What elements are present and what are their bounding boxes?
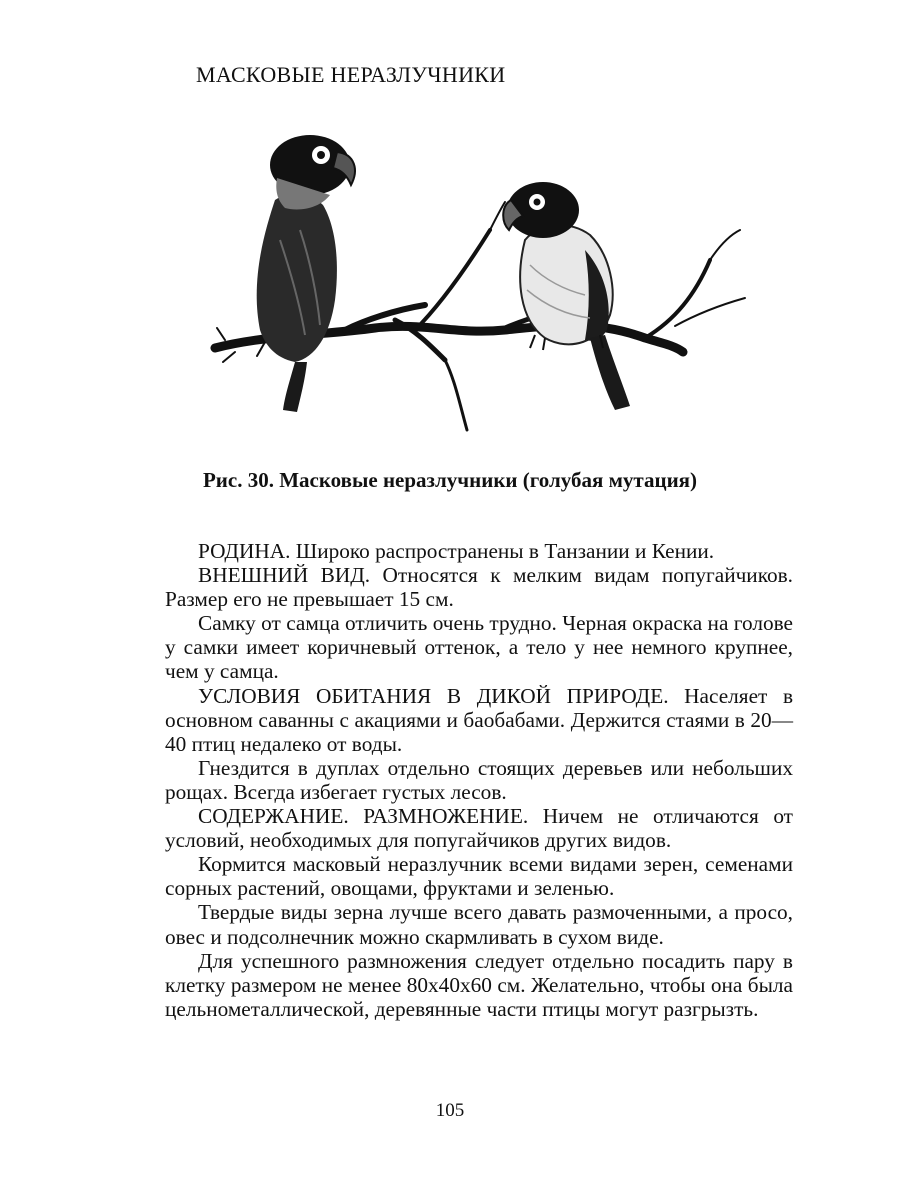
paragraph: Твердые виды зерна лучше всего давать размоченными, а просо, овес и подсолнечник можно скармливать в сухом виде.: [165, 900, 793, 949]
paragraph: УСЛОВИЯ ОБИТАНИЯ В ДИКОЙ ПРИРОДЕ. Населяет в основном саванны с акациями и баобабами. Держится стаями в 20—40 птиц недалеко от воды.: [165, 683, 793, 756]
lovebirds-illustration: [205, 130, 765, 440]
figure-caption: Рис. 30. Масковые неразлучники (голубая мутация): [202, 468, 698, 492]
paragraph: Для успешного размножения следует отдельно посадить пару в клетку размером не менее 80х40х60 см. Желательно, чтобы она была цельнометаллической, деревянные части птицы могут разгрызть.: [165, 948, 793, 1021]
right-lovebird-drawing: [503, 182, 630, 410]
left-lovebird-drawing: [257, 135, 355, 412]
running-header: МАСКОВЫЕ НЕРАЗЛУЧНИКИ: [196, 62, 506, 87]
page-number: 105: [435, 1100, 465, 1121]
paragraph: ВНЕШНИЙ ВИД. Относятся к мелким видам попугайчиков. Размер его не превышает 15 см.: [165, 563, 793, 612]
paragraph: Кормится масковый неразлучник всеми видами зерен, семенами сорных растений, овощами, фруктами и зеленью.: [165, 852, 793, 901]
paragraph: Самку от самца отличить очень трудно. Черная окраска на голове у самки имеет коричневый оттенок, а тело у нее немного крупнее, чем у самца.: [165, 611, 793, 684]
paragraph: РОДИНА. Широко распространены в Танзании и Кении.: [198, 539, 715, 563]
article-body: [165, 539, 793, 1021]
paragraph: СОДЕРЖАНИЕ. РАЗМНОЖЕНИЕ. Ничем не отличаются от условий, необходимых для попугайчиков других видов.: [165, 804, 793, 853]
paragraph: Гнездится в дуплах отдельно стоящих деревьев или небольших рощах. Всегда избегает густых лесов.: [165, 755, 793, 804]
